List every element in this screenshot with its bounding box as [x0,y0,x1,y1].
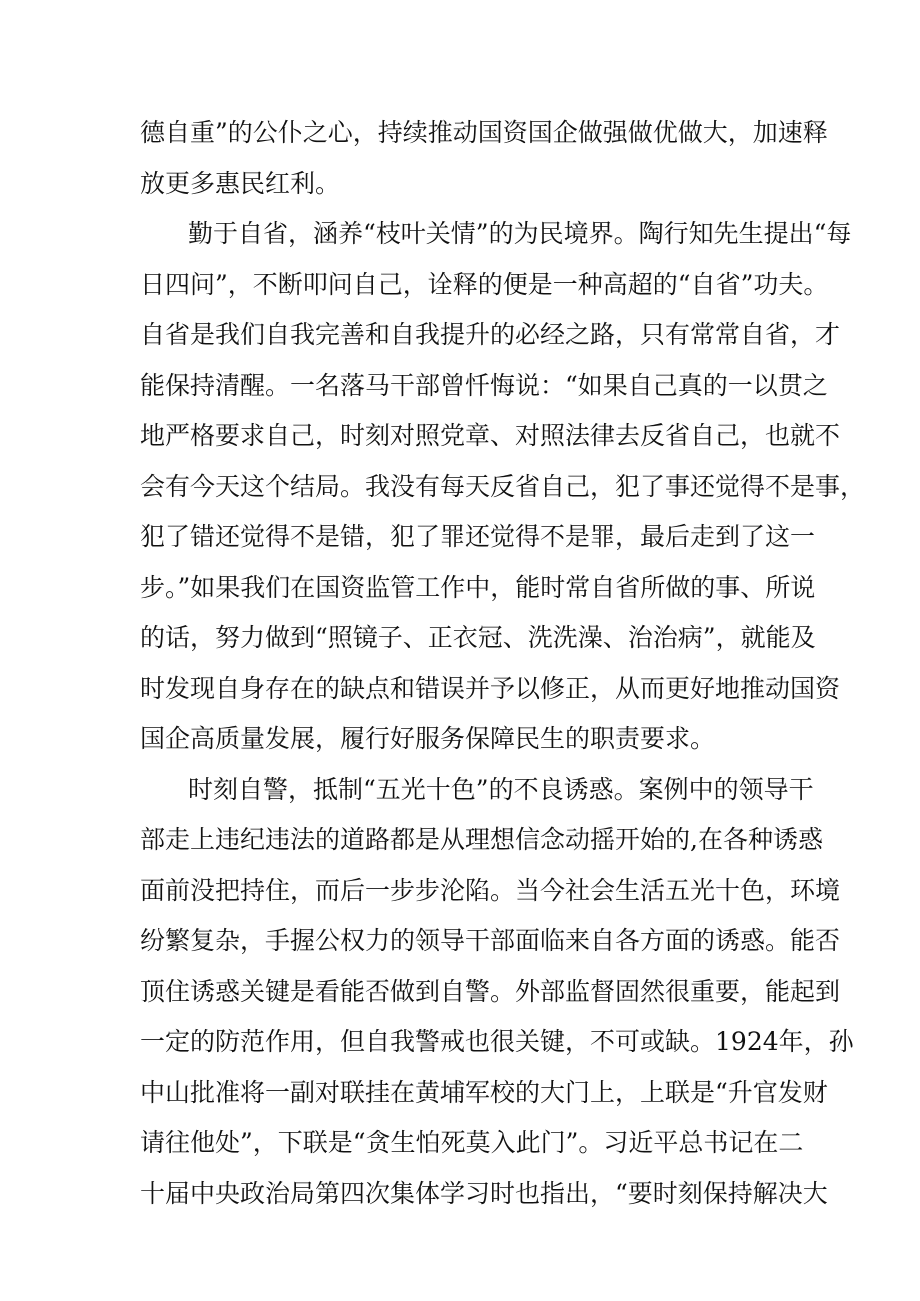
text-line: 地严格要求自己，时刻对照党章、对照法律去反省自己，也就不 [140,421,841,450]
text-line: 犯了错还觉得不是错，犯了罪还觉得不是罪，最后走到了这一 [140,522,816,551]
text-line: 面前没把持住，而后一步步沦陷。当今社会生活五光十色，环境 [140,875,841,905]
text-line: 步。”如果我们在国资监管工作中，能时常自省所做的事、所说 [140,572,816,602]
body-text [140,108,866,1219]
text-line: 一定的防范作用，但自我警戒也很关键，不可或缺。1924年，孙 [140,1027,854,1056]
text-line: 部走上违纪违法的道路都是从理想信念动摇开始的,在各种诱惑 [140,825,823,854]
text-line: 自省是我们自我完善和自我提升的必经之路，只有常常自省，才 [140,320,841,349]
text-line: 请往他处”，下联是“贪生怕死莫入此门”。习近平总书记在二 [140,1128,804,1157]
text-line: 日四问”，不断叩问自己，诠释的便是一种高超的“自省”功夫。 [140,269,829,299]
text-line: 会有今天这个结局。我没有每天反省自己，犯了事还觉得不是事， [140,471,866,501]
text-line: 时发现自身存在的缺点和错误并予以修正，从而更好地推动国资 [140,673,841,703]
text-line: 纷繁复杂，手握公权力的领导干部面临来自各方面的诱惑。能否 [140,926,841,955]
text-line: 能保持清醒。一名落马干部曾忏悔说：“如果自己真的一以贯之 [140,370,828,400]
text-line: 德自重”的公仆之心，持续推动国资国企做强做优做大，加速释 [140,118,828,147]
text-line: 国企高质量发展，履行好服务保障民生的职责要求。 [140,724,716,753]
paragraph-start-line: 勤于自省，涵养“枝叶关情”的为民境界。陶行知先生提出“每 [188,219,852,248]
text-line: 的话，努力做到“照镜子、正衣冠、洗洗澡、治治病”，就能及 [140,623,816,652]
text-line: 放更多惠民红利。 [140,168,341,198]
paragraph-start-line: 时刻自警，抵制“五光十色”的不良诱惑。案例中的领导干 [188,774,814,804]
text-line: 顶住诱惑关键是看能否做到自警。外部监督固然很重要，能起到 [140,976,841,1006]
text-line: 十届中央政治局第四次集体学习时也指出，“要时刻保持解决大 [140,1178,828,1208]
text-line: 中山批准将一副对联挂在黄埔军校的大门上，上联是“升官发财 [140,1077,828,1107]
